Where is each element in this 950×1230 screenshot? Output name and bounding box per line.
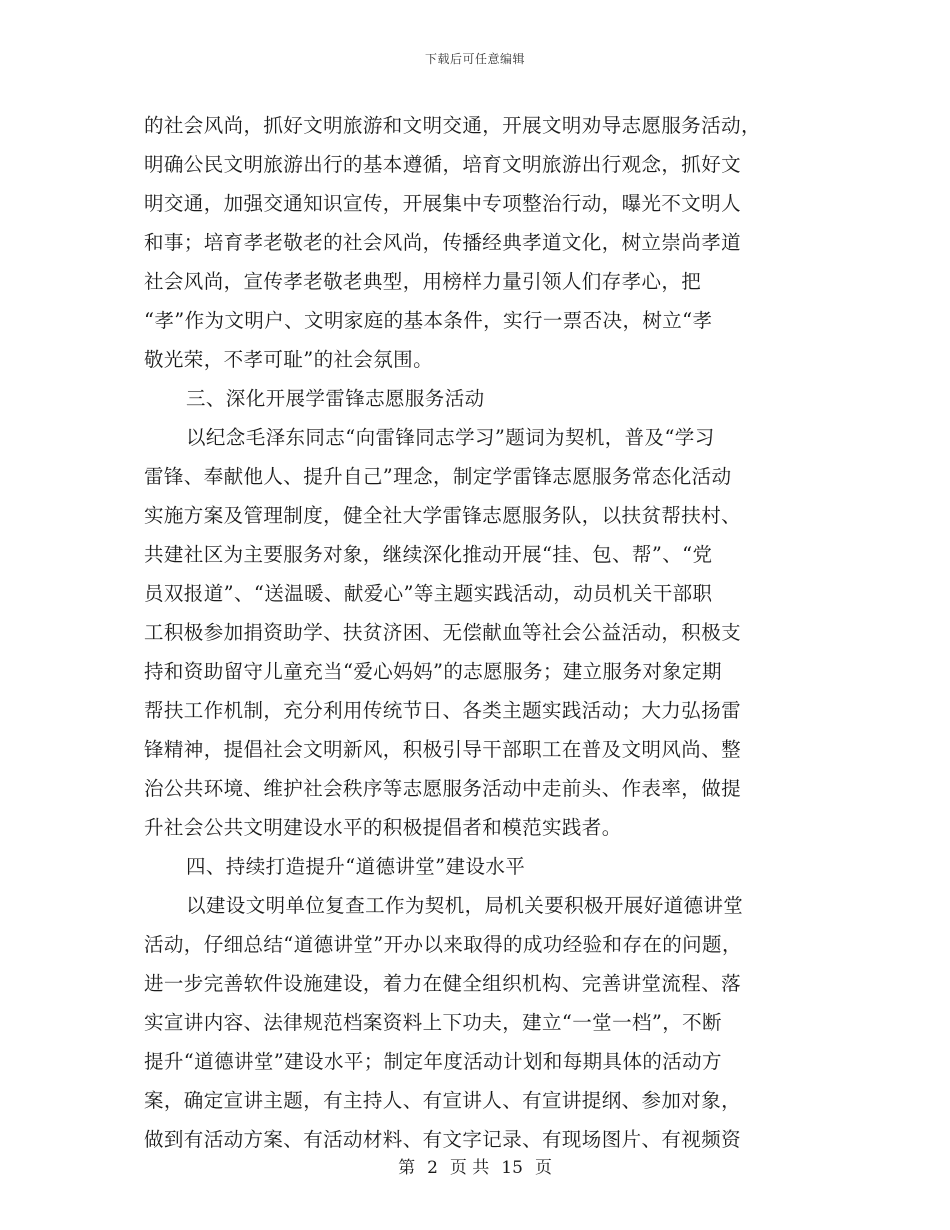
text-line: 案，确定宣讲主题，有主持人、有宣讲人、有宣讲提纲、参加对象，: [144, 1089, 742, 1112]
text-line: 提升“道德讲堂”建设水平；制定年度活动计划和每期具体的活动方: [144, 1050, 722, 1073]
text-line: 治公共环境、维护社会秩序等志愿服务活动中走前头、作表率，做提: [144, 777, 742, 800]
text-line: 明确公民文明旅游出行的基本遵循，培育文明旅游出行观念，抓好文: [144, 153, 742, 176]
text-line: 做到有活动方案、有活动材料、有文字记录、有现场图片、有视频资: [144, 1128, 742, 1151]
text-line: 三、深化开展学雷锋志愿服务活动: [186, 387, 485, 410]
body-text: [144, 106, 808, 1159]
page-footer: [0, 1153, 950, 1178]
text-line: 工积极参加捐资助学、扶贫济困、无偿献血等社会公益活动，积极支: [144, 621, 742, 644]
footer-total-pages: 15: [501, 1158, 523, 1178]
footer-middle: 页 共: [449, 1158, 490, 1178]
text-line: 活动，仔细总结“道德讲堂”开办以来取得的成功经验和存在的问题，: [144, 933, 742, 956]
footer-prefix: 第: [398, 1158, 416, 1178]
text-line: 敬光荣，不孝可耻”的社会氛围。: [144, 348, 433, 371]
text-line: 以纪念毛泽东同志“向雷锋同志学习”题词为契机，普及“学习: [186, 426, 715, 449]
text-line: 以建设文明单位复查工作为契机，局机关要积极开展好道德讲堂: [186, 894, 744, 917]
text-line: 帮扶工作机制，充分利用传统节日、各类主题实践活动；大力弘扬雷: [144, 699, 742, 722]
text-line: 明交通，加强交通知识宣传，开展集中专项整治行动，曝光不文明人: [144, 192, 742, 215]
footer-page-number: 2: [427, 1158, 438, 1178]
text-line: 社会风尚，宣传孝老敬老典型，用榜样力量引领人们存孝心，把: [144, 270, 702, 293]
text-line: 升社会公共文明建设水平的积极提倡者和模范实践者。: [144, 816, 622, 839]
text-line: 四、持续打造提升“道德讲堂”建设水平: [186, 855, 526, 878]
text-line: 实宣讲内容、法律规范档案资料上下功夫，建立“一堂一档”，不断: [144, 1011, 722, 1034]
text-line: 持和资助留守儿童充当“爱心妈妈”的志愿服务；建立服务对象定期: [144, 660, 722, 683]
page-header: 下载后可任意编辑: [424, 52, 525, 66]
text-line: 的社会风尚，抓好文明旅游和文明交通，开展文明劝导志愿服务活动，: [144, 114, 761, 137]
text-line: 和事；培育孝老敬老的社会风尚，传播经典孝道文化，树立崇尚孝道: [144, 231, 742, 254]
text-line: “孝”作为文明户、文明家庭的基本条件，实行一票否决，树立“孝: [144, 309, 713, 332]
text-line: 员双报道”、“送温暖、献爱心”等主题实践活动，动员机关干部职: [144, 582, 713, 605]
text-line: 锋精神，提倡社会文明新风，积极引导干部职工在普及文明风尚、整: [144, 738, 742, 761]
text-line: 共建社区为主要服务对象，继续深化推动开展“挂、包、帮”、“党: [144, 543, 713, 566]
text-line: 实施方案及管理制度，健全社大学雷锋志愿服务队，以扶贫帮扶村、: [144, 504, 742, 527]
text-line: 雷锋、奉献他人、提升自己”理念，制定学雷锋志愿服务常态化活动: [144, 465, 732, 488]
text-line: 进一步完善软件设施建设，着力在健全组织机构、完善讲堂流程、落: [144, 972, 742, 995]
footer-suffix: 页: [534, 1158, 552, 1178]
